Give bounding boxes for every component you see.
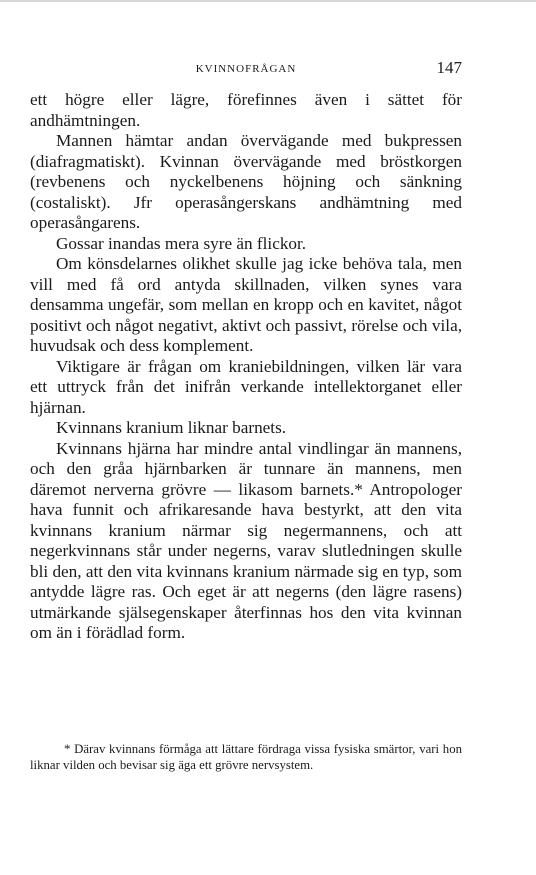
footnote-text: * Därav kvinnans förmåga att lättare fördraga vissa fysiska smärtor, vari hon liknar vilden och bevisar sig äga ett grövre nervsystem. xyxy=(30,742,462,772)
page-top-edge xyxy=(0,0,536,2)
body-text xyxy=(30,90,462,644)
paragraph-breathing: Mannen hämtar andan övervägande med bukpressen (diafragmatiskt). Kvinnan övervägande med bröstkorgen (revbenens och nyckelbenens höjning och sänkning (costaliskt). Jfr operasångerskans andhämtning med operasångarens. xyxy=(30,131,462,232)
page-header xyxy=(30,58,462,82)
page-number: 147 xyxy=(436,58,462,77)
paragraph-continuation: ett högre eller lägre, förefinnes även i sättet för andhämtningen. xyxy=(30,90,462,130)
running-title: KVINNOFRÅGAN xyxy=(195,63,297,75)
paragraph-oxygen: Gossar inandas mera syre än flickor. xyxy=(56,233,307,253)
paragraph-cranium: Kvinnans kranium liknar barnets. xyxy=(56,418,287,437)
footnote xyxy=(30,741,462,773)
paragraph-sex-organs: Om könsdelarnes olikhet skulle jag icke behöva tala, men vill med få ord antyda skillnaden, vilken synes vara densamma ungefär, som mellan en kropp och en kavitet, något positivt och något negativt, aktivt och passivt, rörelse och vila, huvudsak och dess komplement. xyxy=(30,254,462,355)
paragraph-skull-formation: Viktigare är frågan om kraniebildningen, vilken lär vara ett uttryck från det inifrån verkande intellektorganet eller hjärnan. xyxy=(30,356,462,417)
paragraph-brain: Kvinnans hjärna har mindre antal vindlingar än mannens, och den gråa hjärnbarken är tunnare än mannens, men däremot nerverna grövre — likasom barnets.* Antropologer hava funnit och afrikaresande hava bestyrkt, att den vita kvinnans kranium närmar sig negermannens, och att negerkvinnans står under negerns, varav slutledningen skulle bli den, att den vita kvinnans kranium närmade sig en typ, som antydde lägre ras. Och eget är att negerns (den lägre rasens) utmärkande själsegenskaper återfinnas hos den vita kvinnan om än i förädlad form. xyxy=(30,438,462,642)
